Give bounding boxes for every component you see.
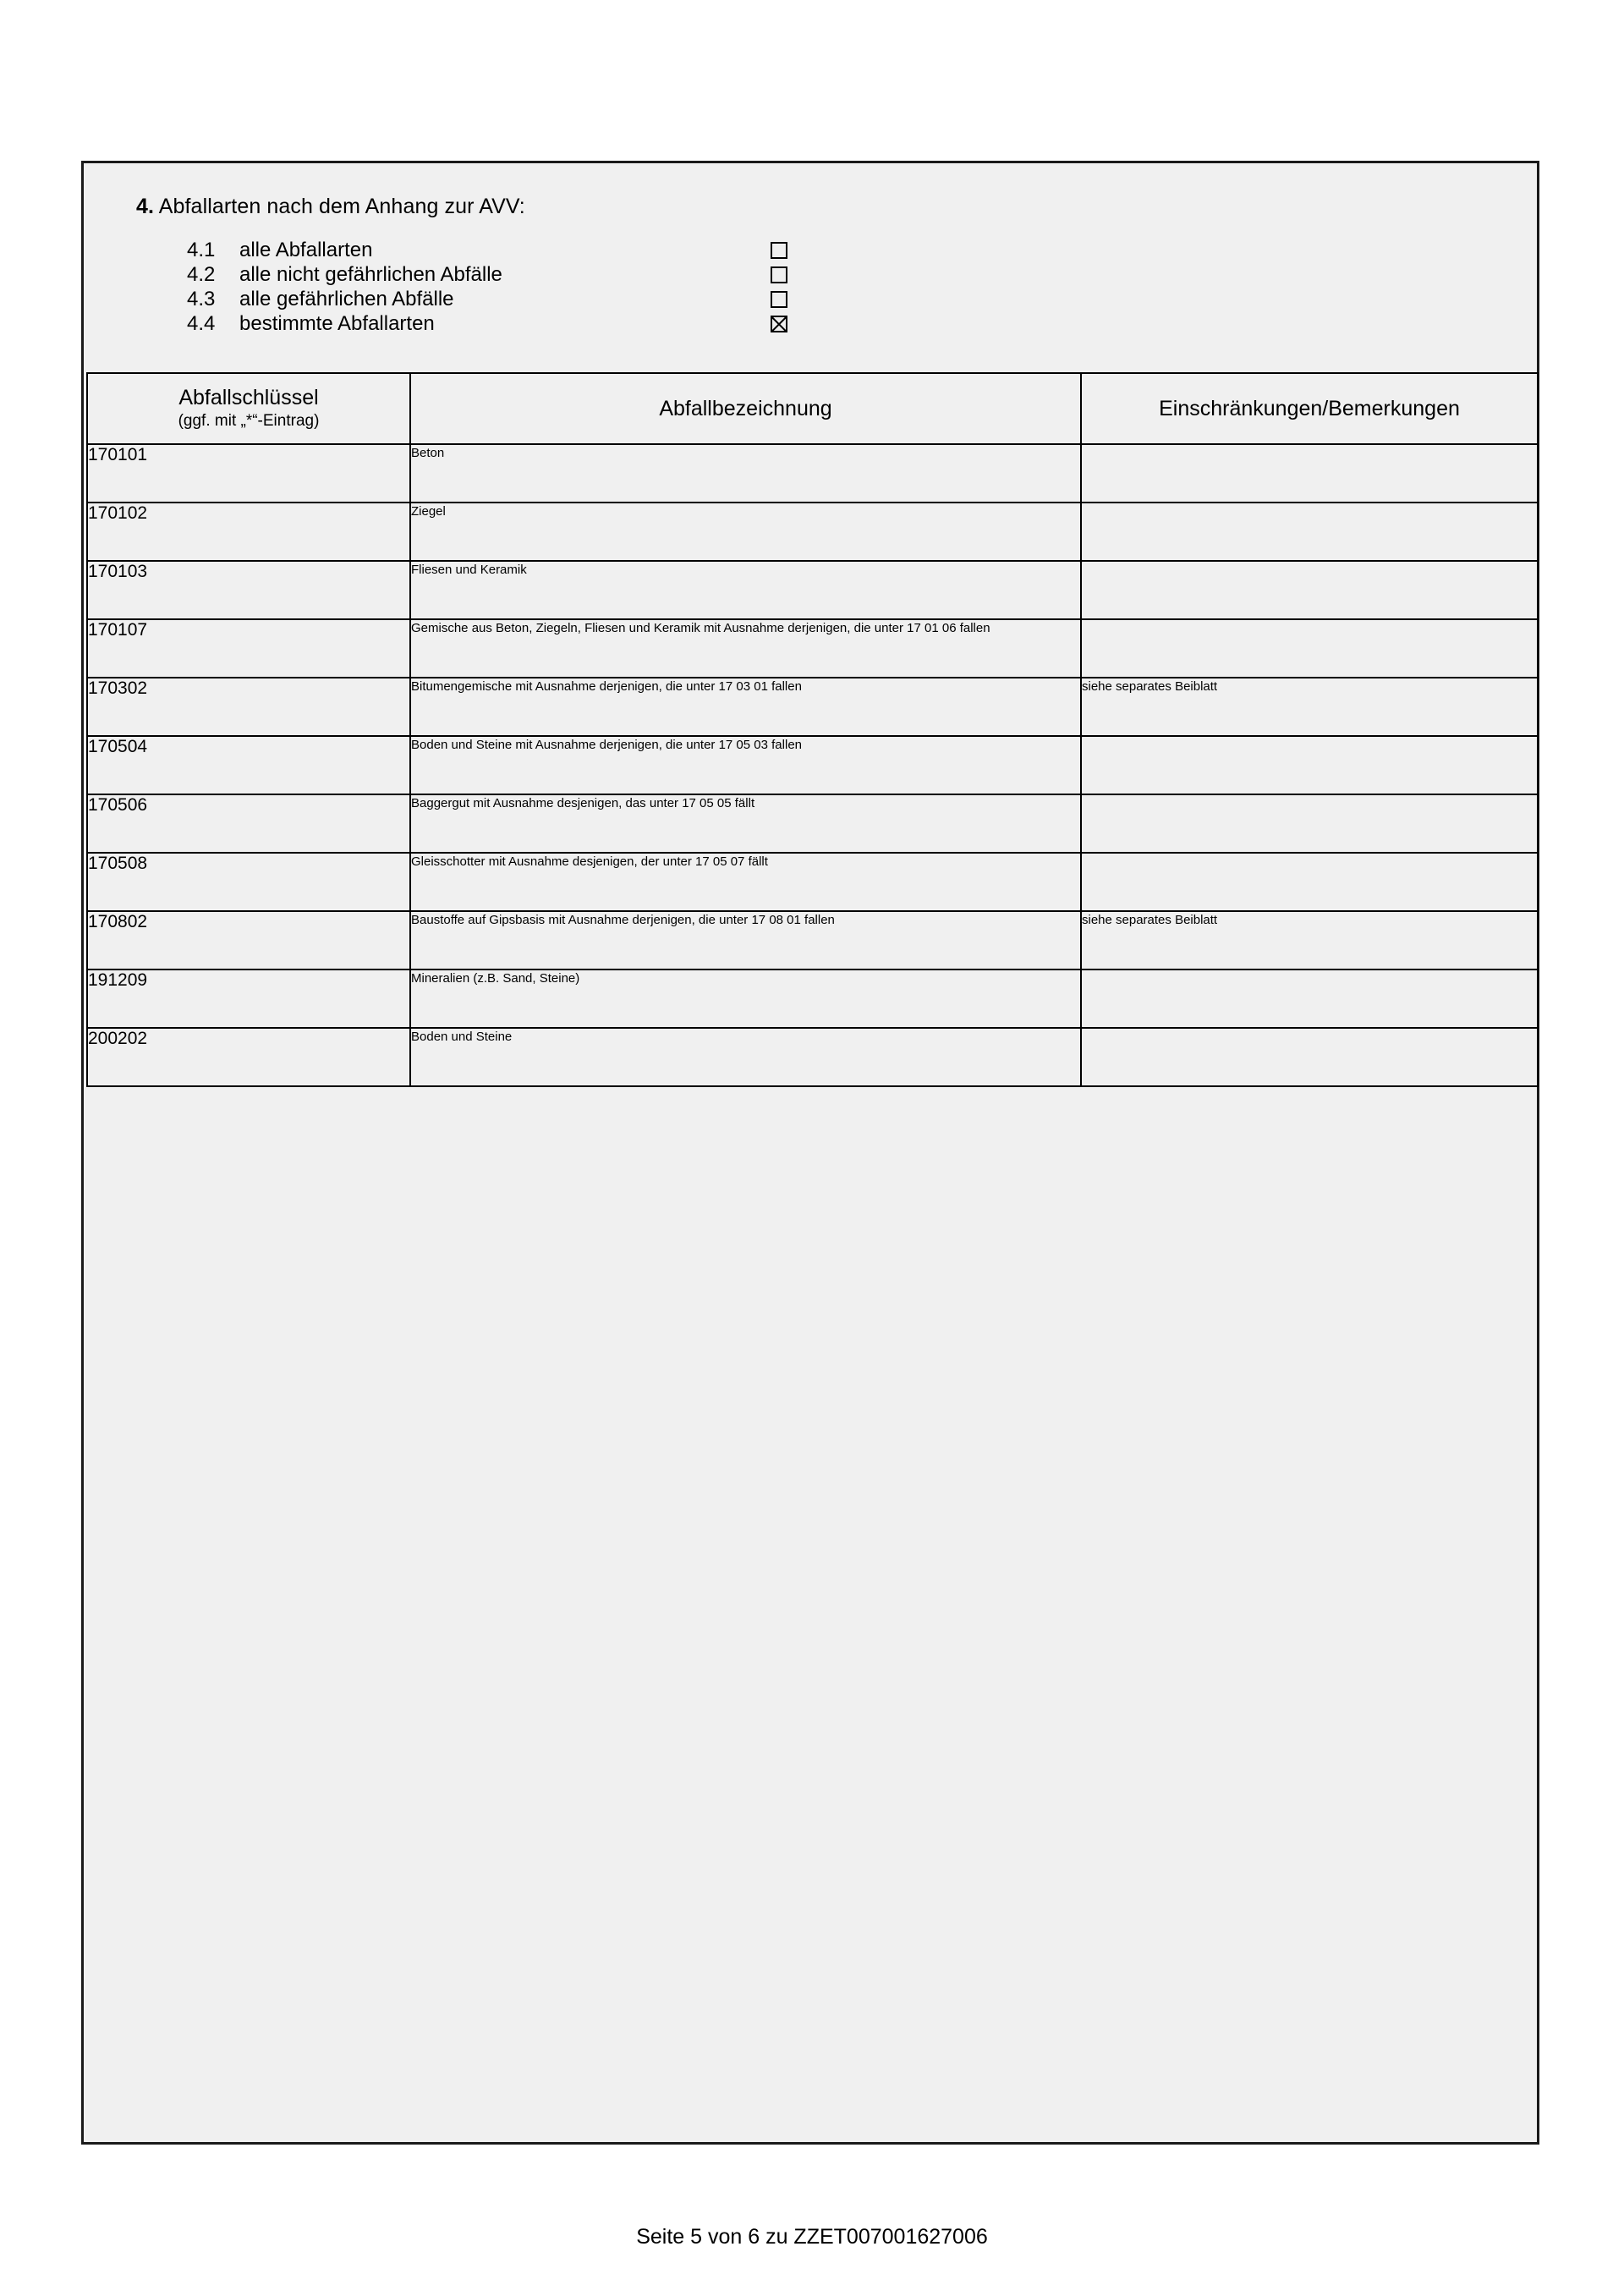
cell-waste-description: Gemische aus Beton, Ziegeln, Fliesen und Keramik mit Ausnahme derjenigen, die unter 17 01 06 fallen [410, 619, 1081, 678]
option-row-4-1 [136, 238, 804, 262]
column-header-restrictions-label: Einschränkungen/Bemerkungen [1159, 396, 1460, 420]
column-header-restrictions [1081, 373, 1538, 444]
table-row [87, 678, 1538, 736]
table-row [87, 619, 1538, 678]
option-label: alle nicht gefährlichen Abfälle [239, 262, 502, 286]
cell-waste-description: Bitumengemische mit Ausnahme derjenigen, die unter 17 03 01 fallen [410, 678, 1081, 736]
cell-restrictions [1081, 969, 1538, 1028]
table-row [87, 444, 1538, 503]
table-row [87, 561, 1538, 619]
cell-waste-key: 191209 [87, 969, 410, 1028]
table-row [87, 969, 1538, 1028]
option-checkbox-cell [754, 242, 804, 259]
cell-waste-description: Ziegel [410, 503, 1081, 561]
option-row-4-4 [136, 311, 804, 336]
cell-restrictions [1081, 736, 1538, 794]
cell-restrictions: siehe separates Beiblatt [1081, 678, 1538, 736]
cell-restrictions [1081, 561, 1538, 619]
option-checkbox-cell [754, 316, 804, 332]
column-header-waste-description [410, 373, 1081, 444]
waste-type-options [136, 238, 804, 336]
cell-waste-description: Baustoffe auf Gipsbasis mit Ausnahme derjenigen, die unter 17 08 01 fallen [410, 911, 1081, 969]
option-checkbox-cell [754, 266, 804, 283]
section-heading [136, 195, 525, 219]
option-row-4-3 [136, 287, 804, 311]
option-row-4-2 [136, 262, 804, 287]
table-row [87, 736, 1538, 794]
cell-restrictions [1081, 444, 1538, 503]
section-number: 4. [136, 195, 155, 218]
cell-waste-key: 170504 [87, 736, 410, 794]
option-number: 4.4 [187, 311, 216, 335]
cell-waste-description: Beton [410, 444, 1081, 503]
cell-waste-key: 170103 [87, 561, 410, 619]
cell-waste-key: 170802 [87, 911, 410, 969]
table-body [87, 444, 1538, 1086]
cell-restrictions [1081, 853, 1538, 911]
page-footer [0, 2225, 1624, 2249]
table-row [87, 911, 1538, 969]
cell-waste-key: 200202 [87, 1028, 410, 1086]
cell-waste-key: 170302 [87, 678, 410, 736]
cell-waste-key: 170508 [87, 853, 410, 911]
option-checkbox-cell [754, 291, 804, 308]
column-header-waste-key [87, 373, 410, 444]
option-label: alle Abfallarten [239, 238, 373, 261]
cell-restrictions [1081, 619, 1538, 678]
option-number: 4.3 [187, 287, 216, 310]
cell-waste-key: 170506 [87, 794, 410, 853]
page-footer-text: Seite 5 von 6 zu ZZET007001627006 [636, 2225, 988, 2249]
table-row [87, 853, 1538, 911]
option-number: 4.1 [187, 238, 216, 261]
cell-waste-description: Boden und Steine mit Ausnahme derjenigen, die unter 17 05 03 fallen [410, 736, 1081, 794]
checkbox-checked-icon[interactable] [771, 316, 787, 332]
table-row [87, 503, 1538, 561]
cell-restrictions: siehe separates Beiblatt [1081, 911, 1538, 969]
cell-waste-key: 170107 [87, 619, 410, 678]
waste-catalogue-table [86, 372, 1539, 1087]
cell-waste-description: Gleisschotter mit Ausnahme desjenigen, der unter 17 05 07 fällt [410, 853, 1081, 911]
column-header-waste-description-label: Abfallbezeichnung [659, 396, 832, 420]
option-label: alle gefährlichen Abfälle [239, 287, 454, 310]
cell-waste-description: Baggergut mit Ausnahme desjenigen, das unter 17 05 05 fällt [410, 794, 1081, 853]
option-label: bestimmte Abfallarten [239, 311, 435, 335]
cell-waste-key: 170101 [87, 444, 410, 503]
table-row [87, 794, 1538, 853]
cell-restrictions [1081, 1028, 1538, 1086]
column-header-waste-key-label: Abfallschlüssel [178, 385, 319, 409]
table-row [87, 1028, 1538, 1086]
cell-waste-key: 170102 [87, 503, 410, 561]
section-title: Abfallarten nach dem Anhang zur AVV: [158, 195, 525, 218]
cell-waste-description: Fliesen und Keramik [410, 561, 1081, 619]
cell-waste-description: Mineralien (z.B. Sand, Steine) [410, 969, 1081, 1028]
table-header-row [87, 373, 1538, 444]
checkbox-unchecked-icon[interactable] [771, 266, 787, 283]
checkbox-unchecked-icon[interactable] [771, 291, 787, 308]
cell-restrictions [1081, 503, 1538, 561]
checkbox-unchecked-icon[interactable] [771, 242, 787, 259]
option-number: 4.2 [187, 262, 216, 286]
cell-restrictions [1081, 794, 1538, 853]
document-page [81, 161, 1539, 2145]
cell-waste-description: Boden und Steine [410, 1028, 1081, 1086]
column-header-waste-key-sublabel: (ggf. mit „*“-Eintrag) [178, 412, 320, 431]
